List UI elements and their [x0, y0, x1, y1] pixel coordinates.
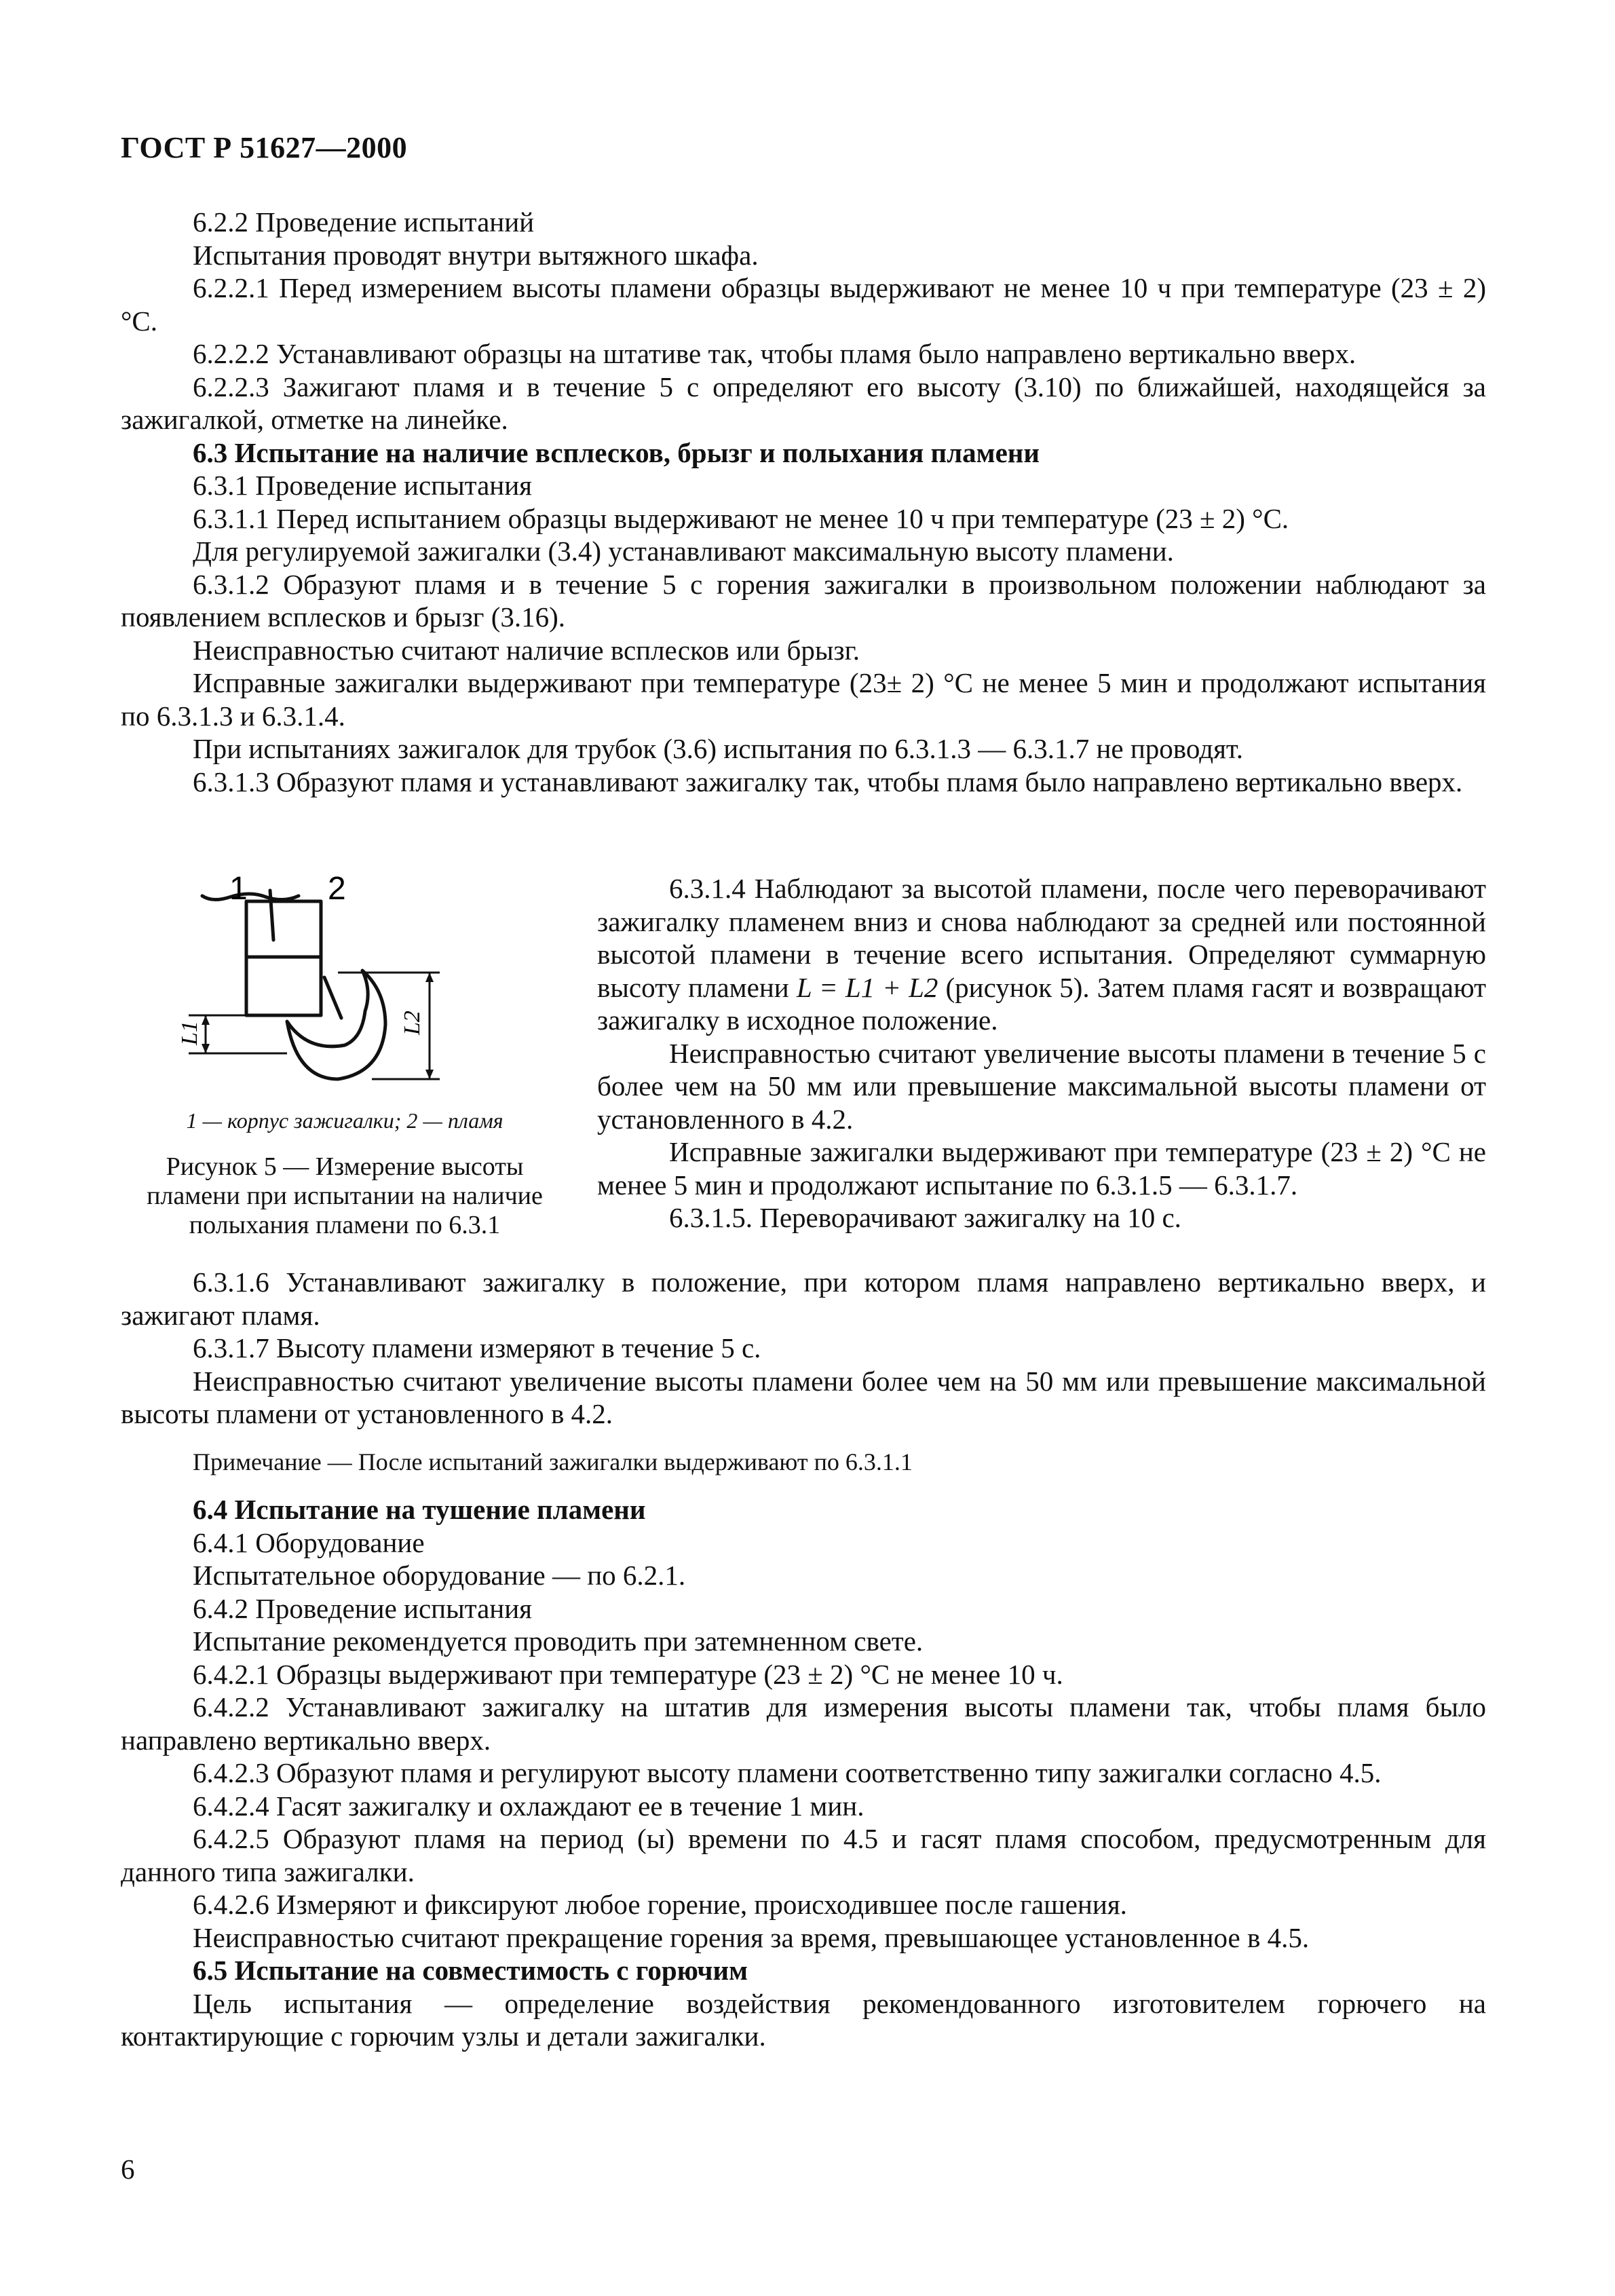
figure-5	[121, 876, 569, 1269]
paragraph: 6.2.2.3 Зажигают пламя и в течение 5 с определяют его высоту (3.10) по ближайшей, находящейся за зажигалкой, отметке на линейке.	[121, 371, 1486, 435]
paragraph: 6.3.1.6 Устанавливают зажигалку в положение, при котором пламя направлено вертикально вверх, и зажигают пламя.	[121, 1266, 1486, 1331]
paragraph: 6.4.2.3 Образуют пламя и регулируют высоту пламени соответственно типу зажигалки согласно 4.5.	[193, 1757, 1382, 1788]
document-header: ГОСТ Р 51627—2000	[121, 131, 408, 164]
label-2: 2	[328, 876, 346, 907]
paragraph: 6.3.1.1 Перед испытанием образцы выдерживают не менее 10 ч при температуре (23 ± 2) °С.	[193, 502, 1289, 534]
break-line	[202, 894, 299, 900]
paragraph: Неисправностью считают увеличение высоты пламени в течение 5 с более чем на 50 мм или превышение максимальной высоты пламени от установленного в 4.2.	[597, 1037, 1486, 1135]
paragraph: 6.3.1.5. Переворачивают зажигалку на 10 с.	[669, 1202, 1181, 1233]
paragraph: 6.3.1.2 Образуют пламя и в течение 5 с горения зажигалки в произвольном положении наблюдают за появлением всплесков и брызг (3.16).	[121, 568, 1486, 633]
section-heading: 6.4 Испытание на тушение пламени	[193, 1494, 646, 1525]
paragraph: 6.2.2 Проведение испытаний	[193, 206, 535, 238]
paragraph: Неисправностью считают наличие всплесков или брызг.	[193, 634, 860, 666]
lighter-flame-diagram	[121, 876, 569, 1106]
paragraph: 6.4.1 Оборудование	[193, 1526, 425, 1558]
paragraph-text: (рисунок 5). Затем пламя гасят и возвращают зажигалку в исходное положение.	[597, 971, 1486, 1036]
section-heading: 6.5 Испытание на совместимость с горючим	[193, 1955, 748, 1986]
leader-2	[324, 977, 341, 1018]
paragraph	[597, 872, 1486, 1037]
dim-label-l1: L1	[177, 1021, 202, 1045]
paragraph: 6.4.2.2 Устанавливают зажигалку на штатив для измерения высоты пламени так, чтобы пламя было направлено вертикально вверх.	[121, 1691, 1486, 1756]
paragraph: 6.3.1.3 Образуют пламя и устанавливают зажигалку так, чтобы пламя было направлено вертикально вверх.	[193, 766, 1463, 797]
label-1: 1	[229, 876, 248, 907]
paragraph: 6.3.1.7 Высоту пламени измеряют в течение 5 с.	[193, 1332, 761, 1363]
text-flow-bottom	[121, 1266, 1486, 2053]
dim-label-l2: L2	[400, 1011, 425, 1035]
paragraph: Исправные зажигалки выдерживают при температуре (23 ± 2) °С не менее 5 мин и продолжают испытание по 6.3.1.5 — 6.3.1.7.	[597, 1136, 1486, 1201]
paragraph: 6.4.2.5 Образуют пламя на период (ы) времени по 4.5 и гасят пламя способом, предусмотренным для данного типа зажигалки.	[121, 1823, 1486, 1887]
flame-outline	[287, 971, 385, 1079]
paragraph: 6.2.2.1 Перед измерением высоты пламени образцы выдерживают не менее 10 ч при температуре (23 ± 2) °С.	[121, 272, 1486, 337]
figure-caption: Рисунок 5 — Измерение высоты пламени при испытании на наличие полыхания пламени по 6.3.1	[147, 1152, 543, 1239]
paragraph: 6.4.2.6 Измеряют и фиксируют любое горение, происходившее после гашения.	[193, 1889, 1127, 1920]
text-beside-figure	[597, 872, 1486, 1235]
formula: L = L1 + L2	[796, 971, 938, 1003]
text-flow-top	[121, 206, 1486, 798]
paragraph: Цель испытания — определение воздействия рекомендованного изготовителем горючего на контактирующие с горючим узлы и детали зажигалки.	[121, 1987, 1486, 2052]
figure-legend: 1 — корпус зажигалки; 2 — пламя	[186, 1108, 504, 1133]
paragraph: Исправные зажигалки выдерживают при температуре (23± 2) °С не менее 5 мин и продолжают испытания по 6.3.1.3 и 6.3.1.4.	[121, 667, 1486, 732]
paragraph: 6.3.1 Проведение испытания	[193, 470, 533, 501]
paragraph: Испытания проводят внутри вытяжного шкафа.	[193, 239, 759, 271]
paragraph: Неисправностью считают увеличение высоты пламени более чем на 50 мм или превышение максимальной высоты пламени от установленного в 4.2.	[121, 1365, 1486, 1429]
paragraph: 6.4.2.1 Образцы выдерживают при температуре (23 ± 2) °С не менее 10 ч.	[193, 1658, 1063, 1690]
paragraph-text: 6.3.1.4 Наблюдают за высотой пламени, после чего переворачивают зажигалку пламенем вниз и снова наблюдают за средней или постоянной высотой пламени в течение всего испытания. Определяют суммарную высоту пламени	[597, 873, 1486, 1003]
paragraph: 6.2.2.2 Устанавливают образцы на штативе так, чтобы пламя было направлено вертикально вверх.	[193, 338, 1356, 369]
note: Примечание — После испытаний зажигалки выдерживают по 6.3.1.1	[193, 1448, 913, 1475]
paragraph: При испытаниях зажигалок для трубок (3.6) испытания по 6.3.1.3 — 6.3.1.7 не проводят.	[193, 733, 1244, 764]
paragraph: 6.4.2.4 Гасят зажигалку и охлаждают ее в течение 1 мин.	[193, 1790, 864, 1822]
paragraph: Для регулируемой зажигалки (3.4) устанавливают максимальную высоту пламени.	[193, 535, 1174, 567]
section-heading: 6.3 Испытание на наличие всплесков, брызг и полыхания пламени	[193, 436, 1040, 468]
paragraph: 6.4.2 Проведение испытания	[193, 1592, 533, 1624]
page-number: 6	[121, 2153, 135, 2185]
paragraph: Испытательное оборудование — по 6.2.1.	[193, 1560, 686, 1591]
paragraph: Неисправностью считают прекращение горения за время, превышающее установленное в 4.5.	[193, 1921, 1310, 1953]
paragraph: Испытание рекомендуется проводить при затемненном свете.	[193, 1625, 924, 1657]
